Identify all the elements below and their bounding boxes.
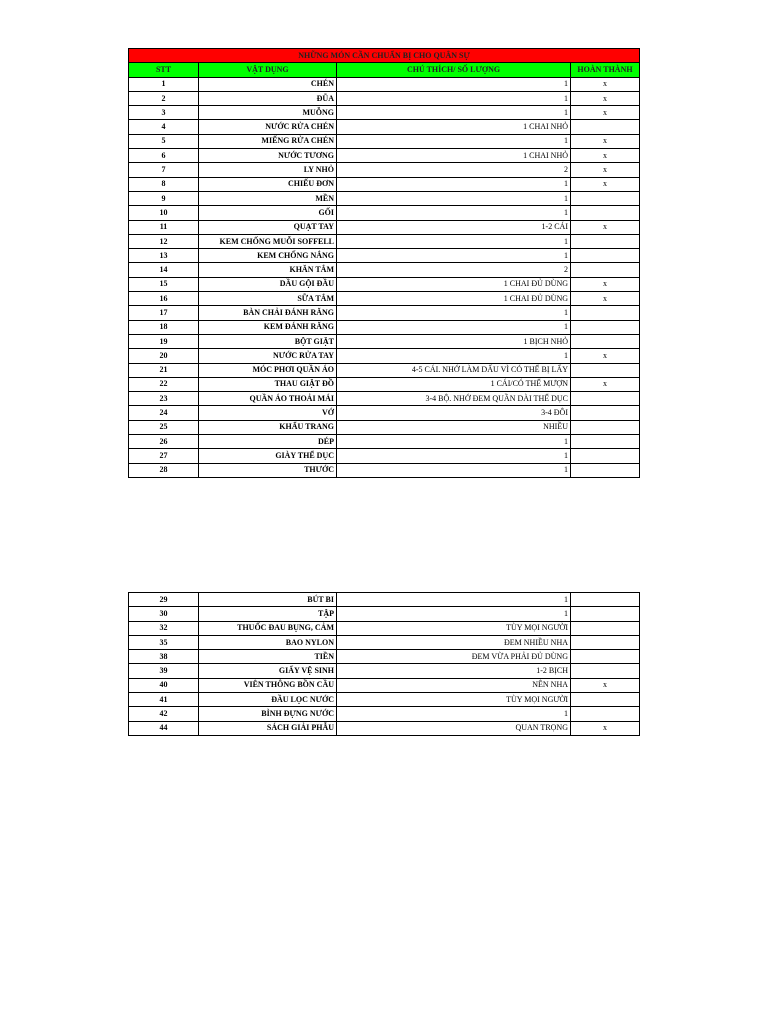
table-row bbox=[129, 363, 640, 377]
row-stt: 2 bbox=[129, 91, 199, 105]
row-item: DẦU GỘI ĐẦU bbox=[199, 277, 337, 291]
row-done: x bbox=[571, 377, 640, 391]
row-note: NÊN NHA bbox=[337, 678, 571, 692]
table-row bbox=[129, 263, 640, 277]
row-stt: 27 bbox=[129, 449, 199, 463]
row-done bbox=[571, 435, 640, 449]
table-row bbox=[129, 177, 640, 191]
header-note: CHÚ THÍCH/ SỐ LƯỢNG bbox=[337, 63, 571, 77]
row-done bbox=[571, 249, 640, 263]
row-note: 2 bbox=[337, 263, 571, 277]
row-item: GỐI bbox=[199, 206, 337, 220]
row-stt: 35 bbox=[129, 635, 199, 649]
table-row bbox=[129, 106, 640, 120]
row-item: GIẤY VỆ SINH bbox=[199, 664, 337, 678]
row-item: BỘT GIẶT bbox=[199, 334, 337, 348]
row-stt: 39 bbox=[129, 664, 199, 678]
table-row bbox=[129, 163, 640, 177]
row-item: SÁCH GIẢI PHẪU bbox=[199, 721, 337, 735]
table-row bbox=[129, 635, 640, 649]
row-item: QUẦN ÁO THOẢI MÁI bbox=[199, 392, 337, 406]
row-note: 1 bbox=[337, 449, 571, 463]
row-stt: 14 bbox=[129, 263, 199, 277]
row-stt: 18 bbox=[129, 320, 199, 334]
header-row bbox=[129, 63, 640, 77]
row-stt: 12 bbox=[129, 234, 199, 248]
table-row bbox=[129, 721, 640, 735]
row-done: x bbox=[571, 721, 640, 735]
row-item: THƯỚC bbox=[199, 463, 337, 477]
row-note: 1 bbox=[337, 91, 571, 105]
row-stt: 17 bbox=[129, 306, 199, 320]
row-stt: 21 bbox=[129, 363, 199, 377]
row-note: 1-2 BỊCH bbox=[337, 664, 571, 678]
table-row bbox=[129, 220, 640, 234]
row-done bbox=[571, 621, 640, 635]
row-note: 1 CHAI ĐỦ DÙNG bbox=[337, 277, 571, 291]
row-note: 1 bbox=[337, 349, 571, 363]
row-done bbox=[571, 593, 640, 607]
row-stt: 23 bbox=[129, 392, 199, 406]
row-stt: 8 bbox=[129, 177, 199, 191]
row-stt: 11 bbox=[129, 220, 199, 234]
row-item: BÀN CHẢI ĐÁNH RĂNG bbox=[199, 306, 337, 320]
row-done bbox=[571, 607, 640, 621]
row-stt: 15 bbox=[129, 277, 199, 291]
row-done bbox=[571, 191, 640, 205]
row-done bbox=[571, 693, 640, 707]
table-row bbox=[129, 406, 640, 420]
row-note: 1 bbox=[337, 134, 571, 148]
row-done: x bbox=[571, 349, 640, 363]
row-item: BAO NYLON bbox=[199, 635, 337, 649]
table-row bbox=[129, 249, 640, 263]
row-done bbox=[571, 406, 640, 420]
table-row bbox=[129, 707, 640, 721]
row-note: 1 bbox=[337, 707, 571, 721]
row-done bbox=[571, 420, 640, 434]
row-done bbox=[571, 206, 640, 220]
row-done bbox=[571, 635, 640, 649]
row-done: x bbox=[571, 220, 640, 234]
header-done: HOÀN THÀNH bbox=[571, 63, 640, 77]
table-row bbox=[129, 678, 640, 692]
row-done bbox=[571, 306, 640, 320]
row-stt: 30 bbox=[129, 607, 199, 621]
row-note: NHIỀU bbox=[337, 420, 571, 434]
table-row bbox=[129, 392, 640, 406]
table-row bbox=[129, 77, 640, 91]
row-note: 1 CÁI/CÓ THỂ MƯỢN bbox=[337, 377, 571, 391]
row-item: NƯỚC RỬA TAY bbox=[199, 349, 337, 363]
row-item: BÚT BI bbox=[199, 593, 337, 607]
row-item: TIỀN bbox=[199, 650, 337, 664]
row-done bbox=[571, 449, 640, 463]
row-note: 1 bbox=[337, 320, 571, 334]
table-row bbox=[129, 349, 640, 363]
sheet-title: NHỮNG MÓN CẦN CHUẨN BỊ CHO QUÂN SỰ bbox=[129, 49, 640, 63]
row-item: ĐŨA bbox=[199, 91, 337, 105]
row-done: x bbox=[571, 292, 640, 306]
row-done bbox=[571, 320, 640, 334]
row-done: x bbox=[571, 163, 640, 177]
row-done: x bbox=[571, 134, 640, 148]
row-stt: 16 bbox=[129, 292, 199, 306]
row-item: TẬP bbox=[199, 607, 337, 621]
row-done bbox=[571, 392, 640, 406]
row-note: 1 bbox=[337, 206, 571, 220]
row-stt: 22 bbox=[129, 377, 199, 391]
row-item: KEM CHỐNG NẮNG bbox=[199, 249, 337, 263]
row-stt: 19 bbox=[129, 334, 199, 348]
row-stt: 25 bbox=[129, 420, 199, 434]
table-row bbox=[129, 277, 640, 291]
row-item: CHÉN bbox=[199, 77, 337, 91]
row-note: 1 bbox=[337, 249, 571, 263]
row-stt: 9 bbox=[129, 191, 199, 205]
row-stt: 41 bbox=[129, 693, 199, 707]
row-stt: 5 bbox=[129, 134, 199, 148]
row-stt: 26 bbox=[129, 435, 199, 449]
row-done: x bbox=[571, 91, 640, 105]
row-stt: 29 bbox=[129, 593, 199, 607]
row-stt: 3 bbox=[129, 106, 199, 120]
table-row bbox=[129, 134, 640, 148]
row-stt: 6 bbox=[129, 149, 199, 163]
row-item: DÉP bbox=[199, 435, 337, 449]
row-done bbox=[571, 650, 640, 664]
row-done bbox=[571, 263, 640, 277]
row-item: QUẠT TAY bbox=[199, 220, 337, 234]
table-row bbox=[129, 435, 640, 449]
row-note: ĐEM NHIỀU NHA bbox=[337, 635, 571, 649]
table-row bbox=[129, 593, 640, 607]
row-done: x bbox=[571, 177, 640, 191]
row-item: MIẾNG RỬA CHÉN bbox=[199, 134, 337, 148]
table-row bbox=[129, 463, 640, 477]
checklist-table-main bbox=[128, 48, 640, 478]
table-row bbox=[129, 306, 640, 320]
row-stt: 42 bbox=[129, 707, 199, 721]
row-done: x bbox=[571, 678, 640, 692]
row-note: 4-5 CÁI. NHỚ LÀM DẤU VÌ CÓ THỂ BỊ LẤY bbox=[337, 363, 571, 377]
row-done bbox=[571, 707, 640, 721]
row-item: SỮA TẮM bbox=[199, 292, 337, 306]
row-note: 1 bbox=[337, 191, 571, 205]
row-done: x bbox=[571, 277, 640, 291]
row-item: LY NHỎ bbox=[199, 163, 337, 177]
row-item: MUỖNG bbox=[199, 106, 337, 120]
table-row bbox=[129, 292, 640, 306]
row-item: KEM ĐÁNH RĂNG bbox=[199, 320, 337, 334]
row-note: 1 CHAI NHỎ bbox=[337, 149, 571, 163]
row-stt: 4 bbox=[129, 120, 199, 134]
row-stt: 32 bbox=[129, 621, 199, 635]
row-item: CHIẾU ĐƠN bbox=[199, 177, 337, 191]
row-note: TÙY MỌI NGƯỜI bbox=[337, 621, 571, 635]
row-item: VIÊN THÔNG BỒN CẦU bbox=[199, 678, 337, 692]
row-done: x bbox=[571, 77, 640, 91]
row-stt: 38 bbox=[129, 650, 199, 664]
row-note: 1 bbox=[337, 607, 571, 621]
row-done: x bbox=[571, 106, 640, 120]
table-row bbox=[129, 420, 640, 434]
row-note: 1-2 CÁI bbox=[337, 220, 571, 234]
table-row bbox=[129, 334, 640, 348]
row-stt: 28 bbox=[129, 463, 199, 477]
row-stt: 24 bbox=[129, 406, 199, 420]
row-stt: 13 bbox=[129, 249, 199, 263]
row-note: 1 bbox=[337, 306, 571, 320]
row-note: 1 bbox=[337, 177, 571, 191]
row-item: MỀN bbox=[199, 191, 337, 205]
row-stt: 40 bbox=[129, 678, 199, 692]
row-note: 1 bbox=[337, 234, 571, 248]
row-note: 1 bbox=[337, 106, 571, 120]
table-row bbox=[129, 191, 640, 205]
table-row bbox=[129, 234, 640, 248]
row-item: KHĂN TẮM bbox=[199, 263, 337, 277]
row-note: 1 bbox=[337, 77, 571, 91]
row-note: 2 bbox=[337, 163, 571, 177]
row-done bbox=[571, 234, 640, 248]
row-note: ĐEM VỪA PHẢI ĐỦ DÙNG bbox=[337, 650, 571, 664]
row-done: x bbox=[571, 149, 640, 163]
row-note: 1 BỊCH NHỎ bbox=[337, 334, 571, 348]
row-item: MÓC PHƠI QUẦN ÁO bbox=[199, 363, 337, 377]
row-note: 1 bbox=[337, 593, 571, 607]
table-row bbox=[129, 664, 640, 678]
row-stt: 10 bbox=[129, 206, 199, 220]
row-item: THUỐC ĐAU BỤNG, CẢM bbox=[199, 621, 337, 635]
table-row bbox=[129, 377, 640, 391]
row-stt: 44 bbox=[129, 721, 199, 735]
row-done bbox=[571, 334, 640, 348]
table-row bbox=[129, 206, 640, 220]
row-note: TÙY MỌI NGƯỜI bbox=[337, 693, 571, 707]
row-stt: 20 bbox=[129, 349, 199, 363]
row-note: 1 bbox=[337, 463, 571, 477]
row-done bbox=[571, 363, 640, 377]
table-row bbox=[129, 621, 640, 635]
title-row bbox=[129, 49, 640, 63]
row-item: GIÀY THỂ DỤC bbox=[199, 449, 337, 463]
table-row bbox=[129, 693, 640, 707]
row-note: 1 CHAI NHỎ bbox=[337, 120, 571, 134]
row-item: BÌNH ĐỰNG NƯỚC bbox=[199, 707, 337, 721]
table-row bbox=[129, 120, 640, 134]
row-stt: 1 bbox=[129, 77, 199, 91]
table-row bbox=[129, 149, 640, 163]
table-row bbox=[129, 91, 640, 105]
row-done bbox=[571, 120, 640, 134]
table-row bbox=[129, 607, 640, 621]
table-row bbox=[129, 320, 640, 334]
table-row bbox=[129, 650, 640, 664]
row-item: NƯỚC RỬA CHÉN bbox=[199, 120, 337, 134]
row-stt: 7 bbox=[129, 163, 199, 177]
row-done bbox=[571, 664, 640, 678]
row-note: 1 CHAI ĐỦ DÙNG bbox=[337, 292, 571, 306]
table-row bbox=[129, 449, 640, 463]
row-item: THAU GIẶT ĐỒ bbox=[199, 377, 337, 391]
row-item: KHẨU TRANG bbox=[199, 420, 337, 434]
row-item: ĐẦU LỌC NƯỚC bbox=[199, 693, 337, 707]
header-stt: STT bbox=[129, 63, 199, 77]
row-note: 3-4 ĐÔI bbox=[337, 406, 571, 420]
row-note: 3-4 BỘ. NHỚ ĐEM QUẦN DÀI THỂ DỤC bbox=[337, 392, 571, 406]
row-item: NƯỚC TƯƠNG bbox=[199, 149, 337, 163]
row-done bbox=[571, 463, 640, 477]
row-note: QUAN TRỌNG bbox=[337, 721, 571, 735]
checklist-table-continued bbox=[128, 592, 640, 736]
row-item: VỚ bbox=[199, 406, 337, 420]
header-item: VẬT DỤNG bbox=[199, 63, 337, 77]
row-item: KEM CHỐNG MUỖI SOFFELL bbox=[199, 234, 337, 248]
row-note: 1 bbox=[337, 435, 571, 449]
